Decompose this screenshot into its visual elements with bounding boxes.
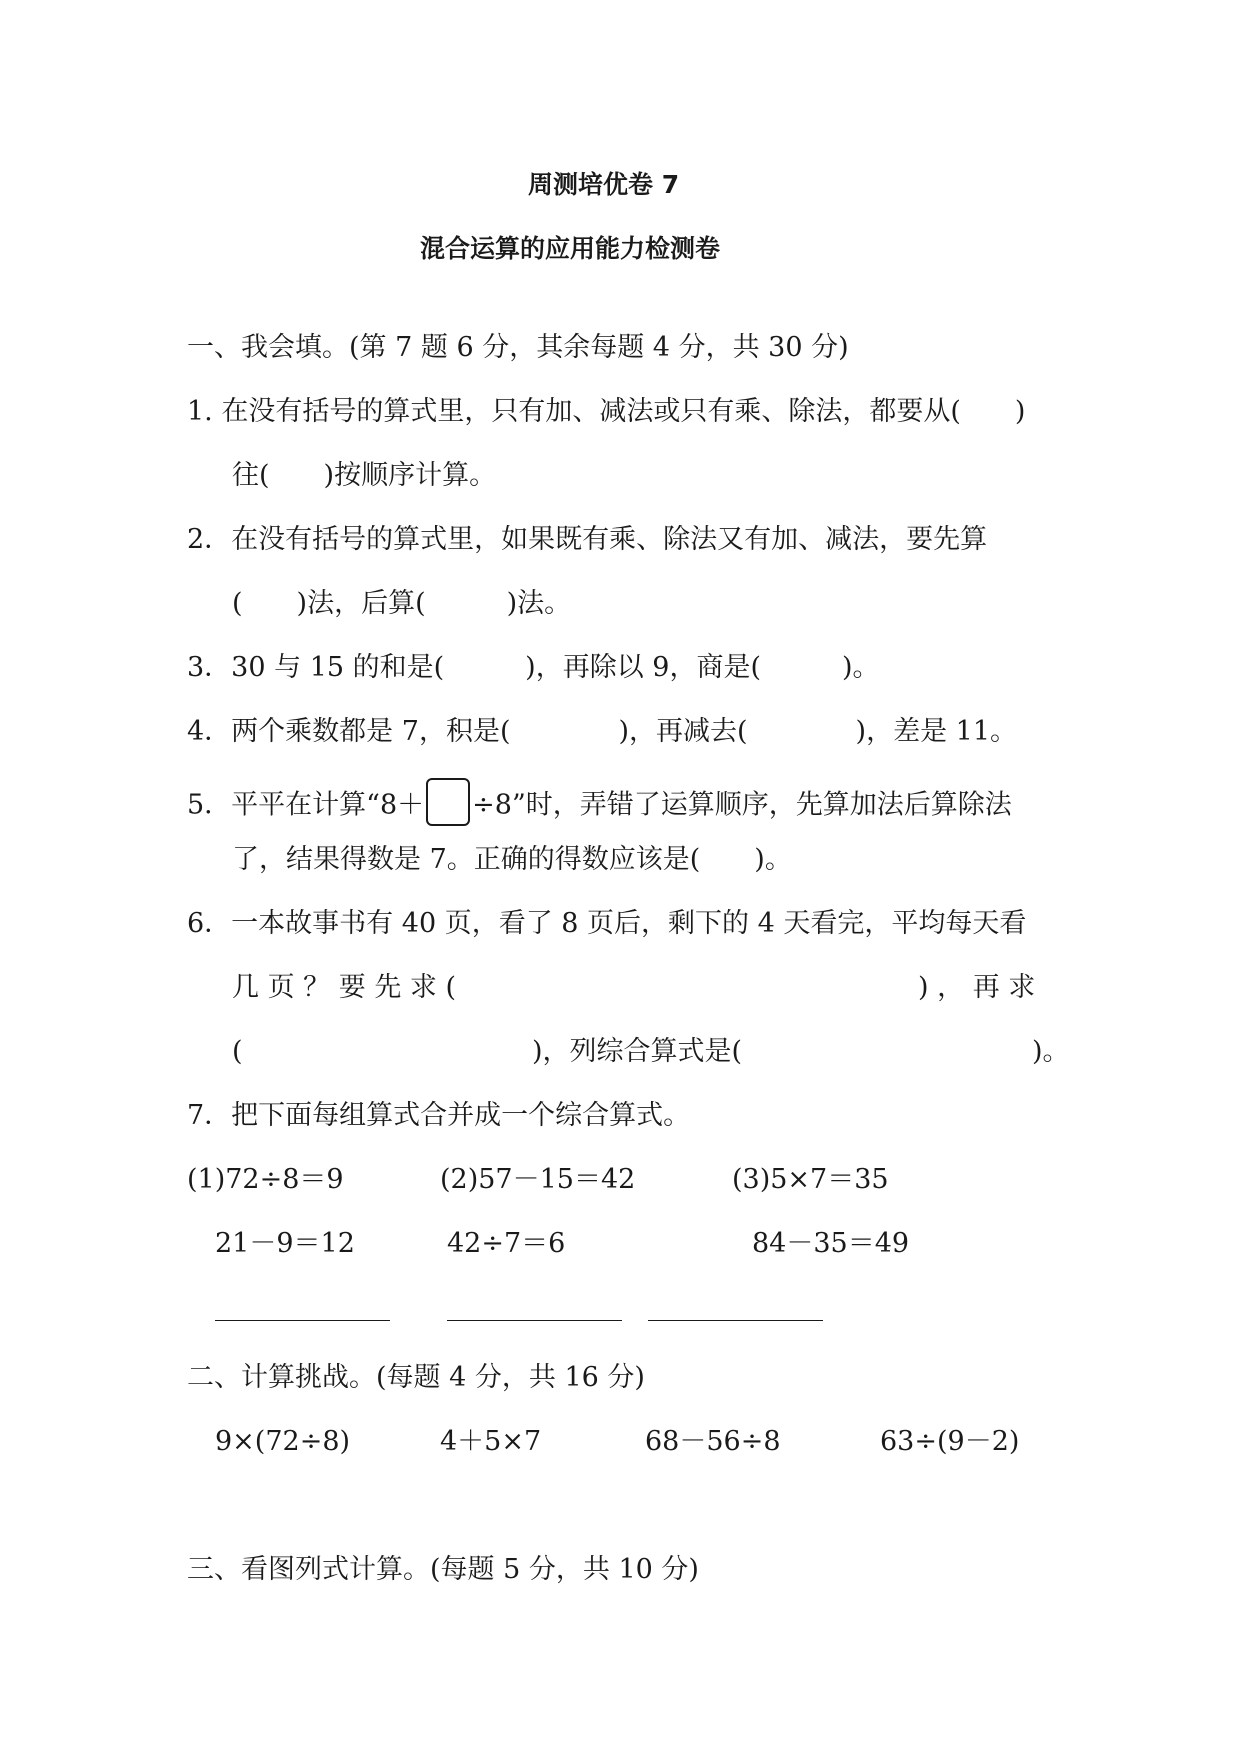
- q6-line3-part-c: )。: [1032, 1036, 1070, 1067]
- q7-group1-line1: (1)72÷8＝9: [187, 1164, 344, 1195]
- calc-item-3: 68－56÷8: [645, 1426, 781, 1457]
- q2-line2: ( )法，后算( )法。: [232, 588, 572, 619]
- q1-line1: 1. 在没有括号的算式里，只有加、减法或只有乘、除法，都要从( ): [187, 396, 1026, 427]
- page-subtitle: 混合运算的应用能力检测卷: [420, 234, 721, 263]
- q5-line1-part-a: 5．平平在计算“8＋: [187, 789, 425, 821]
- q5-line1-part-b: ÷8”时，弄错了运算顺序，先算加法后算除法: [472, 789, 1012, 821]
- page-title: 周测培优卷 7: [528, 170, 680, 199]
- calc-item-4: 63÷(9－2): [880, 1426, 1020, 1457]
- q7-group3-line1: (3)5×7＝35: [732, 1164, 889, 1195]
- q7-group2-line2: 42÷7＝6: [447, 1228, 566, 1259]
- q4-text: 4．两个乘数都是 7，积是( )，再减去( )，差是 11。: [187, 716, 1018, 747]
- q6-line2-part-b: ) ， 再 求: [918, 972, 1036, 1003]
- calc-item-2: 4＋5×7: [440, 1426, 542, 1457]
- calc-item-1: 9×(72÷8): [215, 1426, 351, 1457]
- section1-heading: 一、我会填。(第 7 题 6 分，其余每题 4 分，共 30 分): [187, 332, 849, 363]
- q7-group2-line1: (2)57－15＝42: [440, 1164, 636, 1195]
- q7-text: 7．把下面每组算式合并成一个综合算式。: [187, 1100, 691, 1131]
- q3-text: 3．30 与 15 的和是( )，再除以 9，商是( )。: [187, 652, 880, 683]
- q2-line1: 2．在没有括号的算式里，如果既有乘、除法又有加、减法，要先算: [187, 524, 988, 555]
- answer-line-2[interactable]: [447, 1320, 622, 1321]
- q6-line3-part-a: (: [232, 1036, 243, 1067]
- answer-line-1[interactable]: [215, 1320, 390, 1321]
- q1-line2: 往( )按顺序计算。: [232, 460, 497, 491]
- q7-group3-line2: 84－35＝49: [752, 1228, 910, 1259]
- q7-group1-line2: 21－9＝12: [215, 1228, 355, 1259]
- q6-line3-part-b: )，列综合算式是(: [532, 1036, 743, 1067]
- answer-line-3[interactable]: [648, 1320, 823, 1321]
- answer-box[interactable]: [426, 778, 470, 826]
- q6-line1: 6．一本故事书有 40 页，看了 8 页后，剩下的 4 天看完，平均每天看: [187, 908, 1027, 939]
- section3-heading: 三、看图列式计算。(每题 5 分，共 10 分): [187, 1554, 699, 1585]
- q6-line2-part-a: 几 页 ？ 要 先 求 (: [232, 972, 457, 1003]
- section2-heading: 二、计算挑战。(每题 4 分，共 16 分): [187, 1362, 645, 1393]
- q5-line1: [187, 782, 1012, 830]
- q5-line2: 了，结果得数是 7。正确的得数应该是( )。: [232, 844, 792, 875]
